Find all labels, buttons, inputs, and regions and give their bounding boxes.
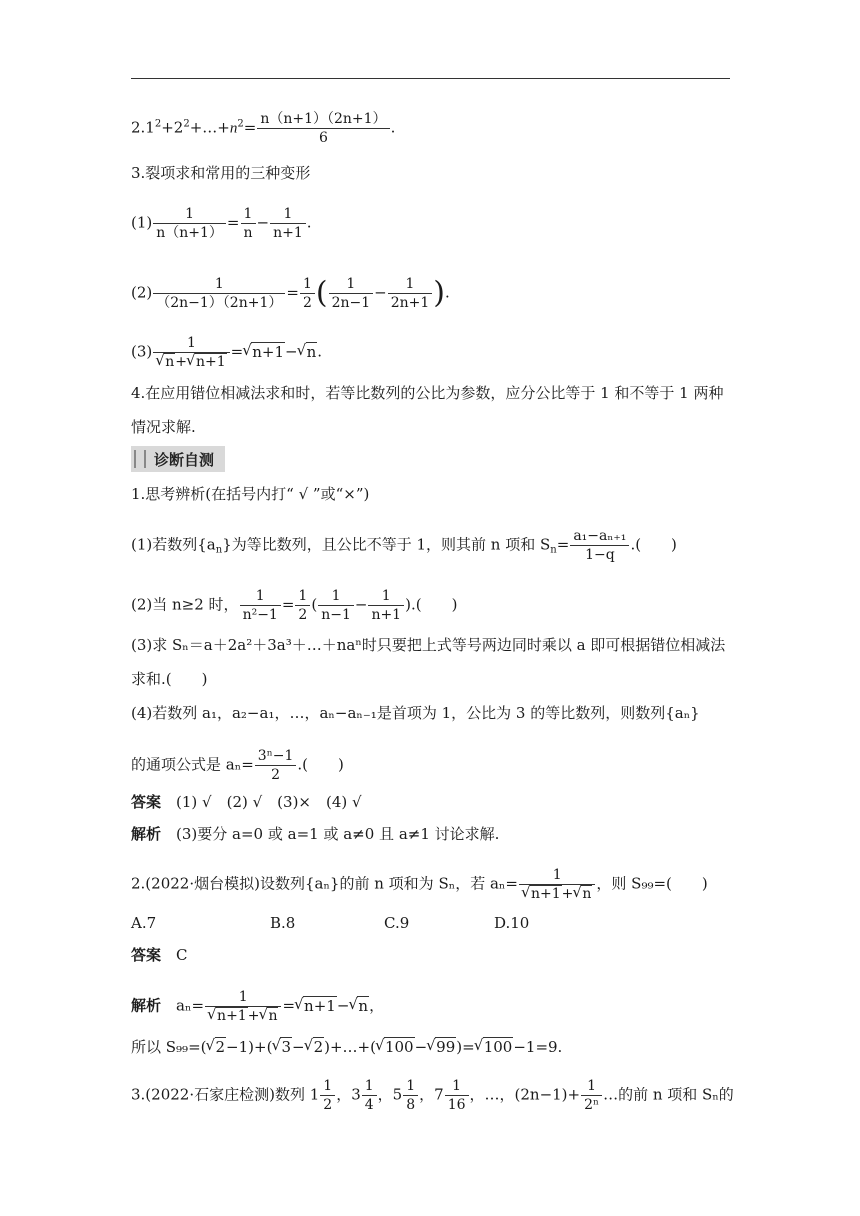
answer-2: 答案 C <box>131 946 188 964</box>
header-rule <box>131 78 730 79</box>
section-3-title: 3.裂项求和常用的三种变形 <box>131 164 311 182</box>
q1-4-line2: 的通项公式是 aₙ= $\frac{\text{3ⁿ−1}}{2}$ .( ) <box>131 748 344 783</box>
answer-1: 答案 (1) √ (2) √ (3)× (4) √ <box>131 793 362 811</box>
section-badge: 诊断自测 <box>131 446 225 472</box>
item-4: 4.在应用错位相减法求和时，若等比数列的公比为参数，应分公比等于 1 和不等于 1 两种情况求解. <box>131 384 724 436</box>
explanation-2: 解析 aₙ= 1 √ n+1+√ n =√ n+1−√ n， <box>131 988 384 1025</box>
q1-4-line1: (4)若数列 a₁，a₂−a₁，…，aₙ−aₙ₋₁是首项为 1，公比为 3 的等比数列，则数列{aₙ} <box>131 704 700 722</box>
formula-3: (3) 1 √ n+√ n+1 =√ n+1−√ n. <box>131 334 322 371</box>
formula-1: (1) $\frac{1}{n(n+1)}$ = $\frac{1}{n}$ − $\frac{1}{n+1}$ . <box>131 206 312 241</box>
choice-a: A.7 <box>131 914 157 932</box>
choice-d: D.10 <box>494 914 530 932</box>
q1-title: 1.思考辨析(在括号内打“ √ ”或“×”) <box>131 485 370 503</box>
badge-bars-icon <box>134 450 146 468</box>
question-3: 3.(2022·石家庄检测)数列 1 $\frac{1}{2}$ ，3 $\frac{1}{4}$ ，5 $\frac{1}{8}$ ，7 $\frac{1}{16}$ ，…，(2n−1)+ $\frac{1}{\text{2ⁿ}}$ …的前 n 项和 Sₙ的 <box>131 1078 734 1113</box>
formula-2: (2) $\frac{1}{(2n-1)(2n+1)}$ = $\frac{1}{2}$ ( $\frac{1}{2n-1}$ − $\frac{1}{2n+1}$ ). <box>131 275 450 311</box>
choice-b: B.8 <box>270 914 296 932</box>
sum-of-squares-formula: $2.1^2+2^2+\dots+n^2=$ $\frac{n(n+1)(2n+1)}{6}$ . <box>131 111 396 146</box>
fraction: $\frac{n(n+1)(2n+1)}{6}$ <box>257 110 389 147</box>
q1-1: (1)若数列$\{a_n\}$为等比数列，且公比不等于 1，则其前 n 项和 $S_n=$ $\frac{\text{a₁−aₙ₊₁}}{1-q}$ .( ) <box>131 528 677 563</box>
choice-c: C.9 <box>384 914 410 932</box>
explanation-1: 解析 (3)要分 a=0 或 a=1 或 a≠0 且 a≠1 讨论求解. <box>131 825 500 843</box>
q1-3: (3)求 Sₙ＝a＋2a²＋3a³＋…＋naⁿ时只要把上式等号两边同时乘以 a 即可根据错位相减法求和.( ) <box>131 636 726 688</box>
explanation-2-line2: 所以 S₉₉=(√ 2−1)+(√ 3−√ 2)+…+(√ 100−√ 99)=√ 100−1=9. <box>131 1037 562 1057</box>
q1-2: (2)当 n≥2 时， $\frac{1}{\text{n²−1}}$ = $\frac{1}{2}$ ( $\frac{1}{n-1}$ − $\frac{1}{n+1}$ ).( ) <box>131 588 458 623</box>
question-2: 2.(2022·烟台模拟)设数列{aₙ}的前 n 项和为 Sₙ，若 aₙ= 1 √ n+1+√ n ，则 S₉₉=( ) <box>131 866 708 903</box>
